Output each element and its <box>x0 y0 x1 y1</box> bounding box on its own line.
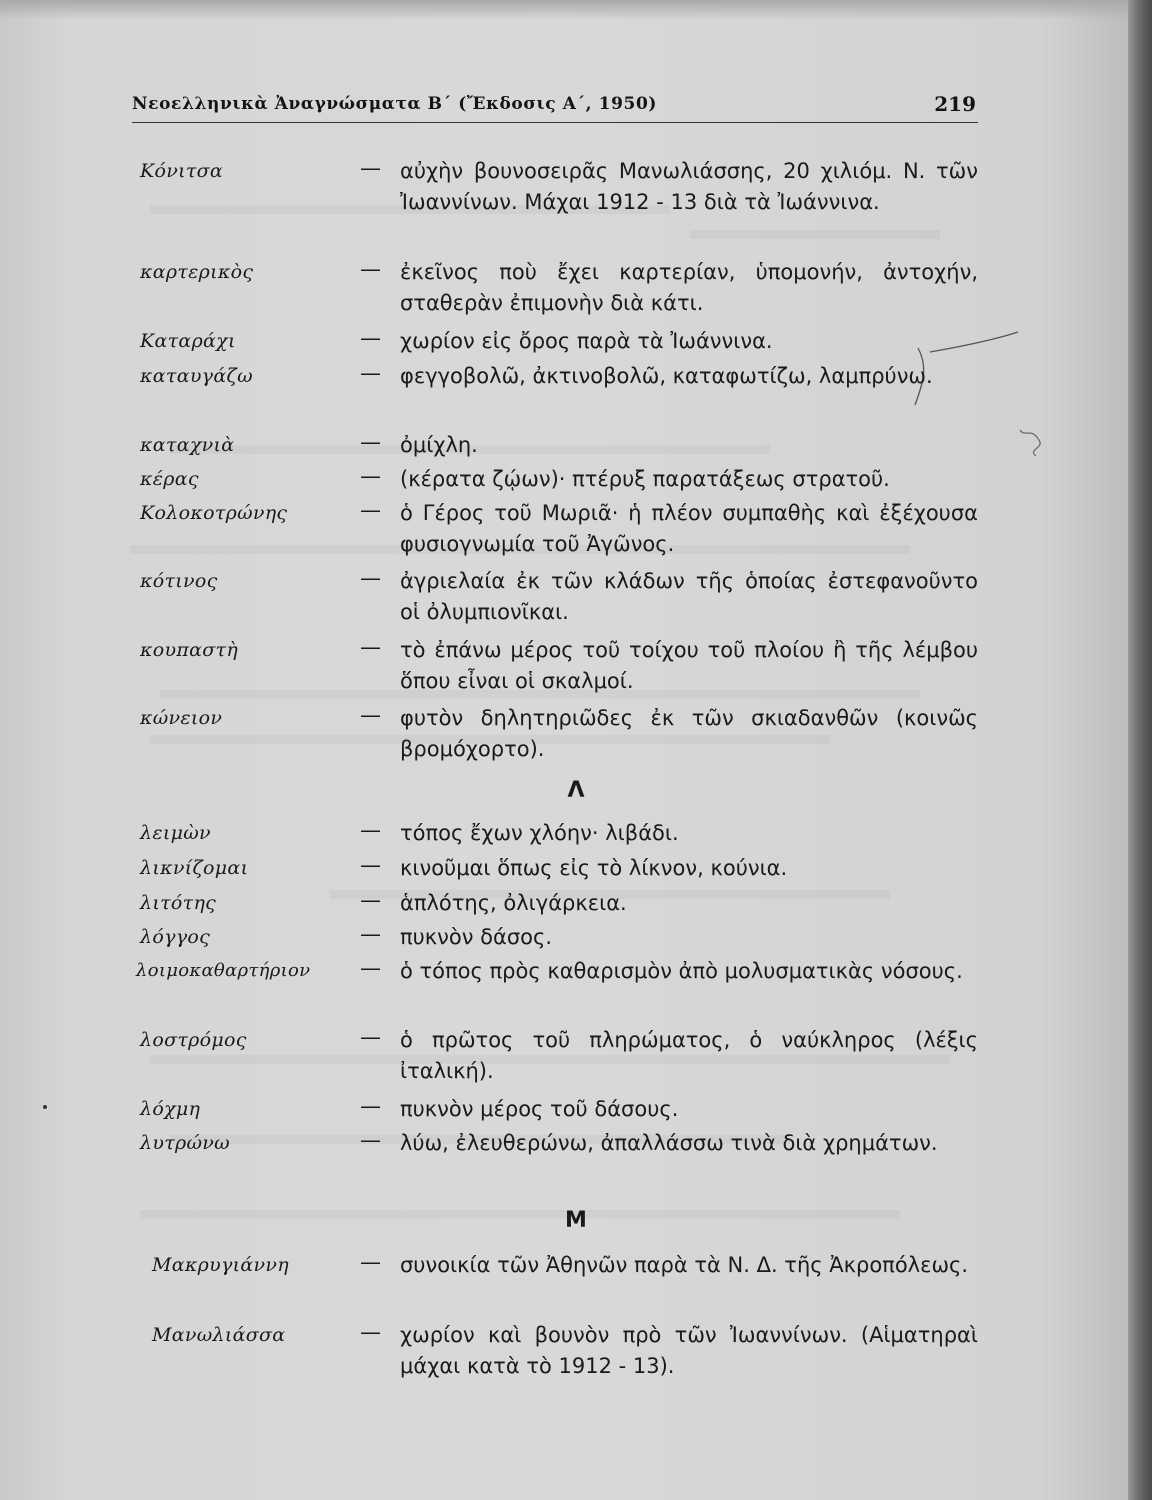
entry-term: καρτερικὸς <box>140 261 254 283</box>
entry-definition: πυκνὸν δάσος. <box>400 925 553 949</box>
entry-definition: πυκνὸν μέρος τοῦ δάσους. <box>400 1097 679 1121</box>
entry-dash: — <box>360 498 381 522</box>
entry-definition: τὸ ἐπάνω μέρος τοῦ τοίχου τοῦ πλοίου ἢ τῆς λέμβου ὅπου εἶναι οἱ σκαλμοί. <box>400 638 978 693</box>
entry-term: Κόνιτσα <box>140 160 224 182</box>
entry-term: λόγγος <box>140 926 211 948</box>
entry-term: λοιμοκαθαρτήριον <box>136 960 311 981</box>
entry-term: κώνειον <box>140 707 223 729</box>
entry-dash: — <box>360 156 381 180</box>
section-letter-mu: Μ <box>565 1208 587 1233</box>
entry-dash: — <box>360 853 381 877</box>
entry-definition: ὁ πρῶτος τοῦ πληρώματος, ὁ ναύκληρος (λέξις ἰταλική). <box>400 1028 978 1083</box>
entry-term: λοστρόμος <box>140 1029 247 1051</box>
entry-term: Κολοκοτρώνης <box>140 502 288 524</box>
entry-term: λόχμη <box>140 1098 201 1120</box>
entry-definition: (κέρατα ζῴων)· πτέρυξ παρατάξεως στρατοῦ. <box>400 467 890 491</box>
header-title: Νεοελληνικὰ Ἀναγνώσματα Β΄ (Ἔκδοσις Α΄, 1950) <box>132 94 658 114</box>
entry-definition: συνοικία τῶν Ἀθηνῶν παρὰ τὰ Ν. Δ. τῆς Ἀκροπόλεως. <box>400 1253 969 1277</box>
entry-definition: αὐχὴν βουνοσειρᾶς Μανωλιάσσης, 20 χιλιόμ. Ν. τῶν Ἰωαννίνων. Μάχαι 1912 - 13 διὰ τὰ Ἰωάννινα. <box>400 159 978 214</box>
entry-dash: — <box>360 1094 381 1118</box>
entry-definition: ἐκεῖνος ποὺ ἔχει καρτερίαν, ὑπομονήν, ἀντοχήν, σταθερὰν ἐπιμονὴν διὰ κάτι. <box>400 260 978 315</box>
entry-term: κέρας <box>140 468 199 490</box>
entry-definition: φυτὸν δηλητηριῶδες ἐκ τῶν σκιαδανθῶν (κοινῶς βρομόχορτο). <box>400 706 978 761</box>
entry-term: καταυγάζω <box>140 365 253 387</box>
entry-definition: κινοῦμαι ὅπως εἰς τὸ λίκνον, κούνια. <box>400 856 788 880</box>
entry-definition: ἀγριελαία ἐκ τῶν κλάδων τῆς ὁποίας ἐστεφανοῦντο οἱ ὀλυμπιονῖκαι. <box>400 569 978 624</box>
entry-term: Μανωλιάσσα <box>152 1324 286 1346</box>
entry-definition: ὁ τόπος πρὸς καθαρισμὸν ἀπὸ μολυσματικὰς νόσους. <box>400 959 963 983</box>
page-top-shadow <box>0 0 1130 20</box>
entry-dash: — <box>360 326 381 350</box>
entry-term: λικνίζομαι <box>140 857 249 879</box>
pencil-dot-mark <box>40 1102 50 1112</box>
entry-definition: χωρίον εἰς ὄρος παρὰ τὰ Ἰωάννινα. <box>400 329 773 353</box>
running-header <box>132 92 978 123</box>
entry-term: Καταράχι <box>140 330 236 352</box>
entry-term: Μακρυγιάννη <box>152 1254 289 1276</box>
entry-definition: χωρίον καὶ βουνὸν πρὸ τῶν Ἰωαννίνων. (Αἱματηραὶ μάχαι κατὰ τὸ 1912 - 13). <box>400 1323 978 1378</box>
entry-dash: — <box>360 361 381 385</box>
section-letter-lambda: Λ <box>567 778 585 803</box>
entry-dash: — <box>360 257 381 281</box>
entry-dash: — <box>360 888 381 912</box>
entry-dash: — <box>360 635 381 659</box>
entry-definition: ὀμίχλη. <box>400 433 478 457</box>
entry-dash: — <box>360 566 381 590</box>
entry-dash: — <box>360 1250 381 1274</box>
entry-dash: — <box>360 818 381 842</box>
page-number: 219 <box>934 92 976 116</box>
entry-term: καταχνιὰ <box>140 434 235 456</box>
entry-term: κουπαστὴ <box>140 639 239 661</box>
entry-definition: λύω, ἐλευθερώνω, ἀπαλλάσσω τινὰ διὰ χρημάτων. <box>400 1131 938 1155</box>
entry-dash: — <box>360 922 381 946</box>
entry-definition: ὁ Γέρος τοῦ Μωριᾶ· ἡ πλέον συμπαθὴς καὶ ἐξέχουσα φυσιογνωμία τοῦ Ἀγῶνος. <box>400 501 978 556</box>
entry-dash: — <box>360 703 381 727</box>
entry-definition: φεγγοβολῶ, ἀκτινοβολῶ, καταφωτίζω, λαμπρύνω. <box>400 364 933 388</box>
entry-term: λυτρώνω <box>140 1132 230 1154</box>
entry-dash: — <box>360 1320 381 1344</box>
entry-dash: — <box>360 464 381 488</box>
entry-term: λειμὼν <box>140 822 211 844</box>
entry-term: κότινος <box>140 570 218 592</box>
entry-dash: — <box>360 430 381 454</box>
entry-dash: — <box>360 956 381 980</box>
entry-term: λιτότης <box>140 892 217 914</box>
entry-definition: τόπος ἔχων χλόην· λιβάδι. <box>400 821 679 845</box>
entry-dash: — <box>360 1025 381 1049</box>
entry-definition: ἁπλότης, ὀλιγάρκεια. <box>400 891 627 915</box>
page-binding-edge <box>1128 0 1152 1500</box>
entry-dash: — <box>360 1128 381 1152</box>
